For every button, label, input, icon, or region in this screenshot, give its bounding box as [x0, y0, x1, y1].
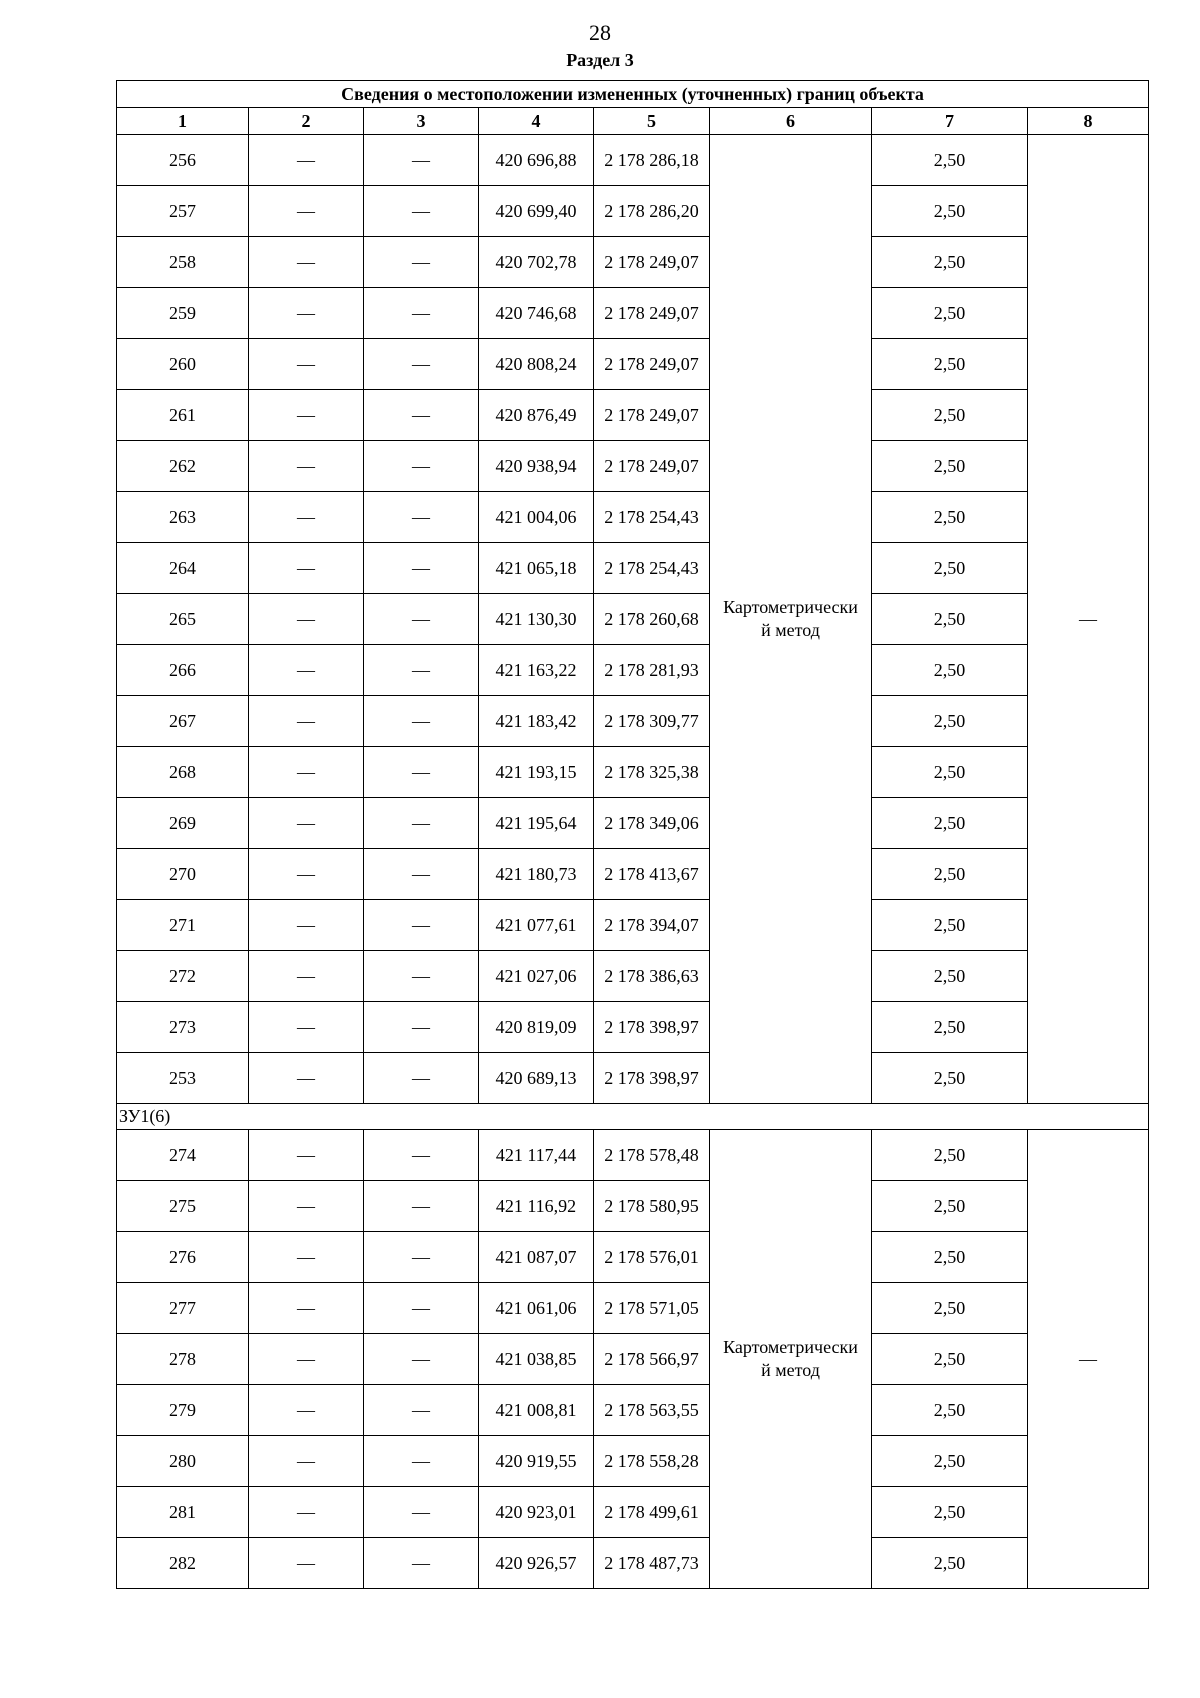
column-2-value: —: [249, 747, 364, 798]
column-3-value: —: [364, 1334, 479, 1385]
table-row: [117, 186, 1149, 237]
coordinate-x: 421 117,44: [479, 1130, 594, 1181]
point-number: 277: [117, 1283, 249, 1334]
group-label: ЗУ1(6): [117, 1104, 1149, 1130]
column-3-value: —: [364, 135, 479, 186]
method-text-line: й метод: [761, 1360, 820, 1380]
table-row: [117, 390, 1149, 441]
table-row: [117, 1130, 1149, 1181]
column-2-value: —: [249, 1181, 364, 1232]
column-2-value: —: [249, 1538, 364, 1589]
column-2-value: —: [249, 1232, 364, 1283]
coordinate-y: 2 178 260,68: [594, 594, 710, 645]
accuracy-value: 2,50: [872, 1283, 1028, 1334]
coordinate-y: 2 178 578,48: [594, 1130, 710, 1181]
method-text-line: Картометрически: [723, 597, 858, 617]
accuracy-value: 2,50: [872, 1232, 1028, 1283]
point-number: 268: [117, 747, 249, 798]
coordinate-y: 2 178 398,97: [594, 1002, 710, 1053]
coordinate-y: 2 178 558,28: [594, 1436, 710, 1487]
accuracy-value: 2,50: [872, 1538, 1028, 1589]
column-number: 3: [364, 108, 479, 135]
coordinate-x: 420 808,24: [479, 339, 594, 390]
column-3-value: —: [364, 441, 479, 492]
column-2-value: —: [249, 645, 364, 696]
coordinate-y: 2 178 499,61: [594, 1487, 710, 1538]
section-title: Раздел 3: [566, 50, 634, 70]
method-cell: [710, 1130, 872, 1589]
table-row: [117, 849, 1149, 900]
point-number: 264: [117, 543, 249, 594]
column-2-value: —: [249, 1487, 364, 1538]
accuracy-value: 2,50: [872, 288, 1028, 339]
coordinate-x: 421 038,85: [479, 1334, 594, 1385]
table-row: [117, 288, 1149, 339]
coordinate-y: 2 178 281,93: [594, 645, 710, 696]
method-cell: [710, 135, 872, 1104]
point-number: 261: [117, 390, 249, 441]
column-2-value: —: [249, 1436, 364, 1487]
coordinate-x: 420 746,68: [479, 288, 594, 339]
table-row: [117, 1538, 1149, 1589]
accuracy-value: 2,50: [872, 1181, 1028, 1232]
point-number: 253: [117, 1053, 249, 1104]
table-row: [117, 339, 1149, 390]
column-2-value: —: [249, 1053, 364, 1104]
column-number: 5: [594, 108, 710, 135]
column-number: 2: [249, 108, 364, 135]
coordinate-x: 421 163,22: [479, 645, 594, 696]
coordinate-y: 2 178 249,07: [594, 441, 710, 492]
column-3-value: —: [364, 1232, 479, 1283]
column-3-value: —: [364, 645, 479, 696]
accuracy-value: 2,50: [872, 747, 1028, 798]
column-2-value: —: [249, 492, 364, 543]
column-3-value: —: [364, 1002, 479, 1053]
point-number: 274: [117, 1130, 249, 1181]
point-number: 281: [117, 1487, 249, 1538]
table-row: [117, 798, 1149, 849]
coordinate-x: 421 087,07: [479, 1232, 594, 1283]
point-number: 270: [117, 849, 249, 900]
accuracy-value: 2,50: [872, 849, 1028, 900]
point-number: 256: [117, 135, 249, 186]
point-number: 275: [117, 1181, 249, 1232]
column-3-value: —: [364, 1130, 479, 1181]
coordinate-x: 421 027,06: [479, 951, 594, 1002]
coordinate-x: 421 195,64: [479, 798, 594, 849]
column-3-value: —: [364, 900, 479, 951]
column-2-value: —: [249, 1002, 364, 1053]
coordinate-y: 2 178 325,38: [594, 747, 710, 798]
coordinate-x: 421 061,06: [479, 1283, 594, 1334]
table-row: [117, 696, 1149, 747]
point-number: 273: [117, 1002, 249, 1053]
column-number-row: [117, 108, 1149, 135]
coordinate-x: 420 689,13: [479, 1053, 594, 1104]
column-3-value: —: [364, 1487, 479, 1538]
table-row: [117, 747, 1149, 798]
point-number: 271: [117, 900, 249, 951]
coordinate-y: 2 178 386,63: [594, 951, 710, 1002]
table-row: [117, 1487, 1149, 1538]
accuracy-value: 2,50: [872, 798, 1028, 849]
accuracy-value: 2,50: [872, 1436, 1028, 1487]
coordinate-y: 2 178 254,43: [594, 543, 710, 594]
accuracy-value: 2,50: [872, 543, 1028, 594]
table-row: [117, 951, 1149, 1002]
table-row: [117, 441, 1149, 492]
column-3-value: —: [364, 390, 479, 441]
table-row: [117, 237, 1149, 288]
column-2-value: —: [249, 1130, 364, 1181]
column-2-value: —: [249, 339, 364, 390]
column-3-value: —: [364, 339, 479, 390]
table-row: [117, 645, 1149, 696]
point-number: 278: [117, 1334, 249, 1385]
coordinate-x: 421 004,06: [479, 492, 594, 543]
column-number: 8: [1028, 108, 1149, 135]
table-row: [117, 1232, 1149, 1283]
accuracy-value: 2,50: [872, 135, 1028, 186]
point-number: 259: [117, 288, 249, 339]
table-row: [117, 594, 1149, 645]
column-2-value: —: [249, 696, 364, 747]
coordinate-y: 2 178 254,43: [594, 492, 710, 543]
coordinate-x: 420 926,57: [479, 1538, 594, 1589]
coordinate-x: 420 923,01: [479, 1487, 594, 1538]
point-number: 279: [117, 1385, 249, 1436]
point-number: 267: [117, 696, 249, 747]
coordinate-x: 421 116,92: [479, 1181, 594, 1232]
accuracy-value: 2,50: [872, 594, 1028, 645]
column-3-value: —: [364, 798, 479, 849]
coordinate-y: 2 178 571,05: [594, 1283, 710, 1334]
column-2-value: —: [249, 798, 364, 849]
coordinate-x: 420 699,40: [479, 186, 594, 237]
accuracy-value: 2,50: [872, 339, 1028, 390]
table-row: [117, 1385, 1149, 1436]
column-2-value: —: [249, 1334, 364, 1385]
column-number: 7: [872, 108, 1028, 135]
coordinate-y: 2 178 286,18: [594, 135, 710, 186]
point-number: 257: [117, 186, 249, 237]
column-2-value: —: [249, 390, 364, 441]
column-number: 6: [710, 108, 872, 135]
column-3-value: —: [364, 1436, 479, 1487]
point-number: 280: [117, 1436, 249, 1487]
accuracy-value: 2,50: [872, 1334, 1028, 1385]
column-2-value: —: [249, 849, 364, 900]
column-3-value: —: [364, 186, 479, 237]
column-2-value: —: [249, 951, 364, 1002]
column-number: 1: [117, 108, 249, 135]
column-2-value: —: [249, 135, 364, 186]
column-3-value: —: [364, 1538, 479, 1589]
method-text-line: Картометрически: [723, 1337, 858, 1357]
coordinate-y: 2 178 249,07: [594, 237, 710, 288]
accuracy-value: 2,50: [872, 696, 1028, 747]
accuracy-value: 2,50: [872, 441, 1028, 492]
page-number: 28: [589, 20, 611, 45]
coordinate-y: 2 178 394,07: [594, 900, 710, 951]
column-3-value: —: [364, 288, 479, 339]
coordinate-y: 2 178 309,77: [594, 696, 710, 747]
accuracy-value: 2,50: [872, 951, 1028, 1002]
coordinate-y: 2 178 249,07: [594, 288, 710, 339]
accuracy-value: 2,50: [872, 645, 1028, 696]
coordinate-y: 2 178 576,01: [594, 1232, 710, 1283]
column-3-value: —: [364, 492, 479, 543]
point-number: 272: [117, 951, 249, 1002]
column-3-value: —: [364, 747, 479, 798]
accuracy-value: 2,50: [872, 1130, 1028, 1181]
point-number: 282: [117, 1538, 249, 1589]
accuracy-value: 2,50: [872, 237, 1028, 288]
coordinate-y: 2 178 580,95: [594, 1181, 710, 1232]
table-row: [117, 900, 1149, 951]
coordinate-x: 420 696,88: [479, 135, 594, 186]
coordinate-x: 420 876,49: [479, 390, 594, 441]
coordinates-table: [116, 80, 1149, 1589]
point-number: 276: [117, 1232, 249, 1283]
column-8-value: —: [1028, 135, 1149, 1104]
column-3-value: —: [364, 237, 479, 288]
coordinate-x: 420 938,94: [479, 441, 594, 492]
point-number: 266: [117, 645, 249, 696]
accuracy-value: 2,50: [872, 390, 1028, 441]
coordinate-y: 2 178 566,97: [594, 1334, 710, 1385]
coordinate-y: 2 178 563,55: [594, 1385, 710, 1436]
column-number: 4: [479, 108, 594, 135]
point-number: 258: [117, 237, 249, 288]
column-3-value: —: [364, 1053, 479, 1104]
accuracy-value: 2,50: [872, 900, 1028, 951]
point-number: 265: [117, 594, 249, 645]
column-3-value: —: [364, 1283, 479, 1334]
column-3-value: —: [364, 696, 479, 747]
column-2-value: —: [249, 186, 364, 237]
coordinate-x: 421 077,61: [479, 900, 594, 951]
table-row: [117, 1283, 1149, 1334]
coordinate-y: 2 178 349,06: [594, 798, 710, 849]
coordinate-y: 2 178 286,20: [594, 186, 710, 237]
point-number: 263: [117, 492, 249, 543]
column-2-value: —: [249, 441, 364, 492]
column-2-value: —: [249, 543, 364, 594]
coordinate-y: 2 178 249,07: [594, 339, 710, 390]
coordinate-x: 421 065,18: [479, 543, 594, 594]
coordinate-x: 420 702,78: [479, 237, 594, 288]
table-caption: Сведения о местоположении измененных (уточненных) границ объекта: [117, 81, 1149, 108]
accuracy-value: 2,50: [872, 1487, 1028, 1538]
table-row: [117, 1334, 1149, 1385]
table-row: [117, 543, 1149, 594]
column-2-value: —: [249, 237, 364, 288]
point-number: 269: [117, 798, 249, 849]
accuracy-value: 2,50: [872, 186, 1028, 237]
accuracy-value: 2,50: [872, 1002, 1028, 1053]
column-8-value: —: [1028, 1130, 1149, 1589]
coordinate-x: 421 193,15: [479, 747, 594, 798]
column-2-value: —: [249, 1385, 364, 1436]
coordinate-x: 420 919,55: [479, 1436, 594, 1487]
table-row: [117, 492, 1149, 543]
column-3-value: —: [364, 543, 479, 594]
column-3-value: —: [364, 951, 479, 1002]
column-3-value: —: [364, 1181, 479, 1232]
coordinate-y: 2 178 398,97: [594, 1053, 710, 1104]
coordinate-y: 2 178 487,73: [594, 1538, 710, 1589]
coordinate-x: 421 130,30: [479, 594, 594, 645]
group-label-row: [117, 1104, 1149, 1130]
accuracy-value: 2,50: [872, 492, 1028, 543]
point-number: 262: [117, 441, 249, 492]
column-2-value: —: [249, 900, 364, 951]
table-row: [117, 1002, 1149, 1053]
method-text-line: й метод: [761, 620, 820, 640]
column-2-value: —: [249, 1283, 364, 1334]
accuracy-value: 2,50: [872, 1385, 1028, 1436]
table-row: [117, 1053, 1149, 1104]
coordinate-x: 421 180,73: [479, 849, 594, 900]
coordinate-x: 420 819,09: [479, 1002, 594, 1053]
table-row: [117, 1436, 1149, 1487]
coordinate-x: 421 183,42: [479, 696, 594, 747]
accuracy-value: 2,50: [872, 1053, 1028, 1104]
coordinate-y: 2 178 249,07: [594, 390, 710, 441]
point-number: 260: [117, 339, 249, 390]
table-row: [117, 1181, 1149, 1232]
table-row: [117, 135, 1149, 186]
coordinate-y: 2 178 413,67: [594, 849, 710, 900]
column-2-value: —: [249, 288, 364, 339]
column-3-value: —: [364, 594, 479, 645]
column-2-value: —: [249, 594, 364, 645]
column-3-value: —: [364, 1385, 479, 1436]
coordinate-x: 421 008,81: [479, 1385, 594, 1436]
column-3-value: —: [364, 849, 479, 900]
